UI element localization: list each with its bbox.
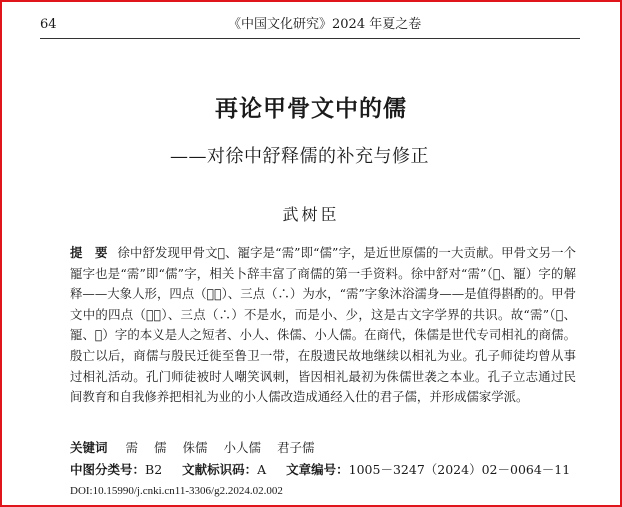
article-title: 再论甲骨文中的儒 [215,96,407,122]
keywords-line [70,438,327,458]
classification-line [70,460,570,480]
journal-info: 《中国文化研究》2024 年夏之卷 [228,17,422,32]
keyword-item: 需 [125,440,138,455]
doc-code-value: A [257,462,267,477]
keyword-item: 君子儒 [276,440,315,455]
doc-code-label: 文献标识码： [182,462,258,477]
article-number-value: 1005－3247（2024）02－0064－11 [348,462,571,477]
keywords-label: 关键词 [70,440,108,455]
keyword-item: 小人儒 [223,440,261,455]
article-subtitle: ——对徐中舒释儒的补充与修正 [170,146,429,167]
page-number: 64 [40,17,57,32]
running-header [40,12,580,39]
clc-label: 中图分类号： [70,462,146,477]
keyword-item: 侏儒 [182,440,208,455]
abstract-text: 徐中舒发现甲骨文𠕈、𠖥字是“需”即“儒”字，是近世原儒的一大贡献。甲骨文另一个𠖥字也是“需”即“儒”字，相关卜辞丰富了商儒的第一手资料。徐中舒对“需”（𠕈、𠖥）字的解释——大象人形，四点（⁚⁚）、三点（∴）为水，“需”字象沐浴濡身——是值得斟酌的。甲骨文中的四点（⁚⁚）、三点（∴）不是水，而是小、少，这是古文字学界的共识。故“需”（𠕈、𠖥、𠕈）字的本义是人之短者、小人、侏儒、小人儒。在商代，侏儒是世代专司相礼的商儒。殷亡以后，商儒与殷民迁徙至鲁卫一带，在殷遗民故地继续以相礼为业。孔子师徒均曾从事过相礼活动。孔门师徒被时人嘲笑讽刺，皆因相礼最初为侏儒世袭之本业。孔子立志通过民间教育和自我修养把相礼为业的小人儒改造成通经入仕的君子儒，并形成儒家学派。 [70,245,577,405]
abstract-label: 提 要 [70,245,108,260]
article-author: 武树臣 [282,205,340,224]
article-number-label: 文章编号： [286,462,349,477]
abstract [70,243,576,408]
clc-value: B2 [145,462,163,477]
doi: DOI:10.15990/j.cnki.cn11-3306/g2.2024.02.002 [70,485,283,497]
keyword-item: 儒 [153,440,167,455]
